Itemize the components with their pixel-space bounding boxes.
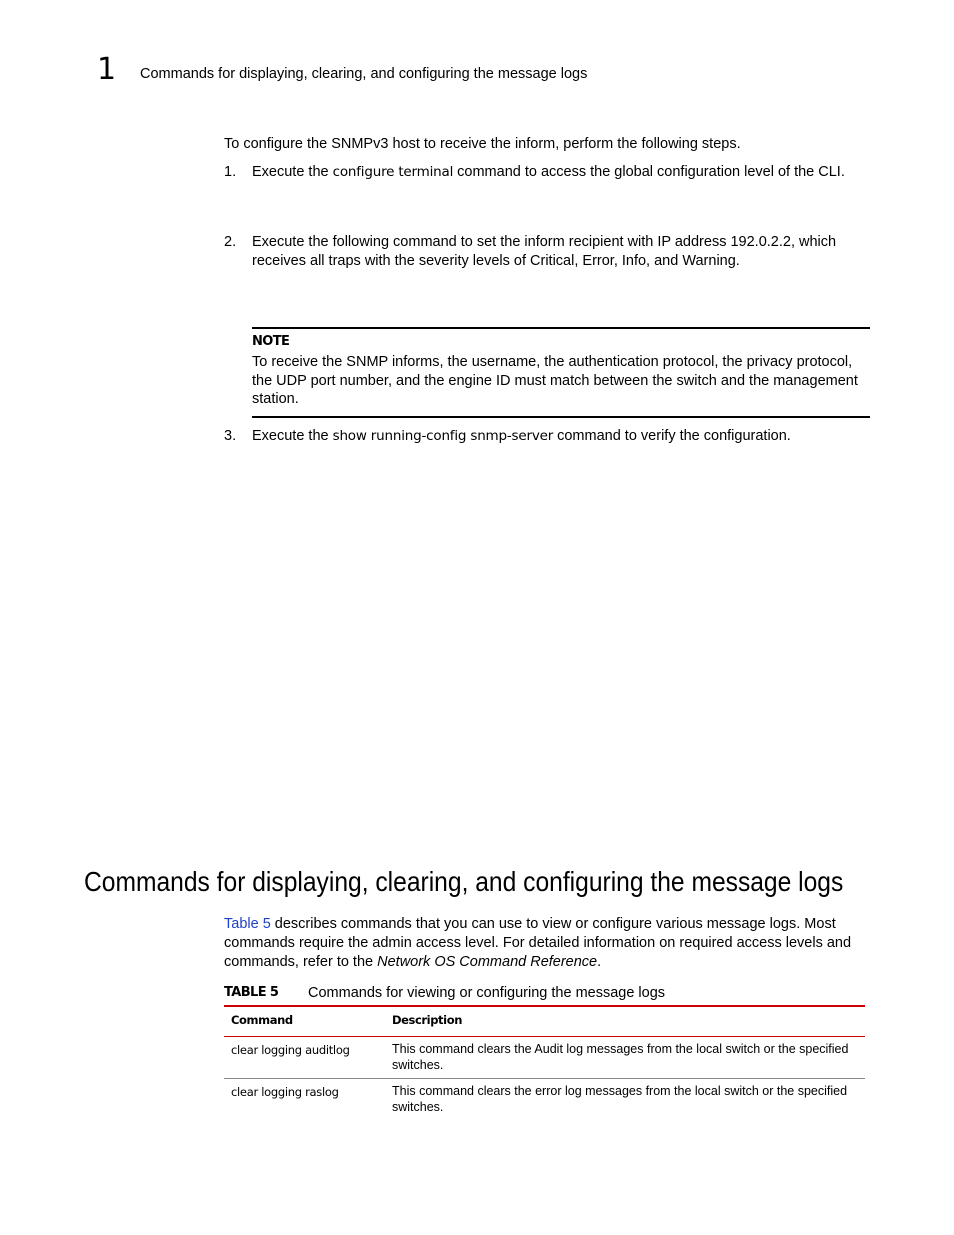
step-1-text-after: command to access the global configuration level of the CLI. [453,164,845,180]
table-row [224,1037,865,1079]
column-header-description: Description [392,1013,462,1027]
step-2-number: 2. [224,234,237,250]
table-cell-command: clear logging auditlog [231,1043,350,1057]
table-cell-command: clear logging raslog [231,1085,339,1099]
commands-table [224,1005,865,1120]
step-3-number: 3. [224,428,237,444]
step-1-text-before: Execute the [252,164,333,180]
step-3-text [252,427,872,446]
section-heading: Commands for displaying, clearing, and configuring the message logs [84,866,844,897]
table-5-link[interactable]: Table 5 [224,916,271,932]
table-cell-description: This command clears the error log messages from the local switch or the specified switches. [392,1084,848,1114]
note-text: To receive the SNMP informs, the username, the authentication protocol, the privacy protocol, the UDP port number, and the engine ID must match between the switch and the management station. [252,354,858,407]
step-1-number: 1. [224,164,237,180]
column-header-command: Command [231,1013,293,1027]
step-1-text [252,163,872,182]
intro-paragraph: To configure the SNMPv3 host to receive the inform, perform the following steps. [224,136,741,152]
step-3-command: show running-config snmp-server [332,428,554,444]
note-title: NOTE [252,334,290,349]
running-header-title: Commands for displaying, clearing, and configuring the message logs [140,66,588,82]
step-3-text-after: command to verify the configuration. [553,428,791,444]
table-label: TABLE 5 [224,985,279,1000]
table-row [224,1079,865,1120]
step-3-text-before: Execute the [252,428,333,444]
table-caption: Commands for viewing or configuring the message logs [308,985,666,1001]
section-paragraph-text: describes commands that you can use to view or configure various message logs. Most commands require the admin access level. For detailed information on required access levels and commands, refer to the [224,916,852,970]
section-paragraph-end: . [597,954,602,970]
section-paragraph [224,915,870,972]
table-cell-description: This command clears the Audit log messages from the local switch or the specified switches. [392,1042,849,1072]
reference-title: Network OS Command Reference [377,954,598,970]
note-box [252,327,870,418]
chapter-number: 1 [97,52,117,87]
step-1-command: configure terminal [332,164,454,180]
table-header-row [224,1007,865,1037]
step-2-text: Execute the following command to set the inform recipient with IP address 192.0.2.2, which receives all traps with the severity levels of Critical, Error, Info, and Warning. [252,234,837,269]
